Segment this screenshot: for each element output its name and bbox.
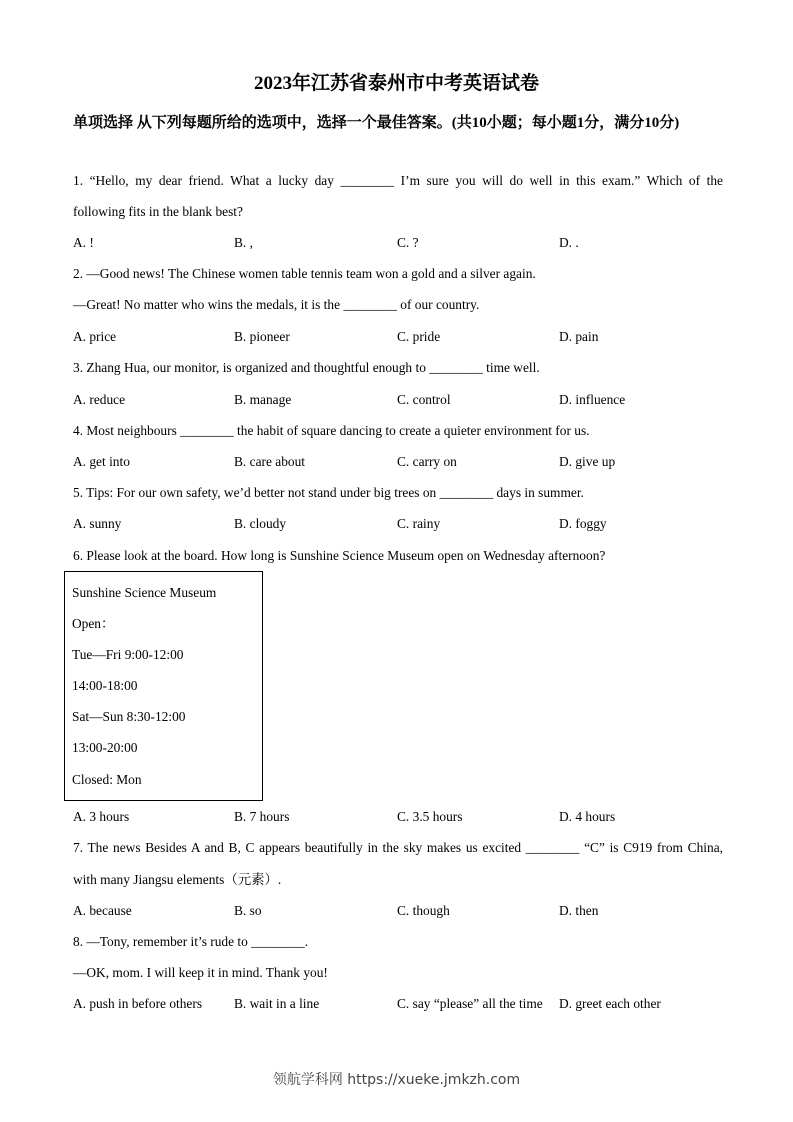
- q5-option-d[interactable]: D. foggy: [559, 516, 607, 531]
- q1-option-c[interactable]: C. ?: [397, 235, 419, 250]
- q6-option-a[interactable]: A. 3 hours: [73, 809, 130, 824]
- q3-option-d[interactable]: D. influence: [559, 392, 626, 407]
- q3-option-a[interactable]: A. reduce: [73, 392, 126, 407]
- q4-option-c[interactable]: C. carry on: [397, 454, 457, 469]
- q5-option-a[interactable]: A. sunny: [73, 516, 122, 531]
- q8-option-c[interactable]: C. say “please” all the time: [397, 996, 543, 1011]
- q1-option-d[interactable]: D. .: [559, 235, 579, 250]
- q2-option-a[interactable]: A. price: [73, 329, 117, 344]
- q2-option-c[interactable]: C. pride: [397, 329, 441, 344]
- q5-option-c[interactable]: C. rainy: [397, 516, 441, 531]
- q7-option-c[interactable]: C. though: [397, 903, 450, 918]
- question-8-line-2: —OK, mom. I will keep it in mind. Thank you!: [73, 965, 328, 980]
- q4-option-d[interactable]: D. give up: [559, 454, 616, 469]
- q4-option-b[interactable]: B. care about: [234, 454, 306, 469]
- q4-option-a[interactable]: A. get into: [73, 454, 130, 469]
- section-header: 单项选择 从下列每题所给的选项中，选择一个最佳答案。(共10小题；每小题1分，满分10分): [73, 115, 680, 131]
- board-line-weekend-afternoon: 13:00-20:00: [72, 740, 138, 755]
- q8-option-a[interactable]: A. push in before others: [73, 996, 203, 1011]
- q3-option-c[interactable]: C. control: [397, 392, 451, 407]
- question-2-line-1: 2. —Good news! The Chinese women table tennis team won a gold and a silver again.: [73, 266, 536, 281]
- q6-option-d[interactable]: D. 4 hours: [559, 809, 616, 824]
- q1-option-b[interactable]: B. ,: [234, 235, 253, 250]
- board-line-weekend-morning: Sat—Sun 8:30-12:00: [72, 709, 186, 724]
- q7-option-a[interactable]: A. because: [73, 903, 132, 918]
- q1-option-a[interactable]: A. !: [73, 235, 94, 250]
- museum-hours-board: [64, 571, 263, 801]
- q2-option-d[interactable]: D. pain: [559, 329, 599, 344]
- question-1-line-1: 1. “Hello, my dear friend. What a lucky day ________ I’m sure you will do well in this exam.” Which of the: [73, 173, 723, 188]
- question-7-line-1: 7. The news Besides A and B, C appears beautifully in the sky makes us excited ________ “C” is C919 from China,: [73, 840, 723, 855]
- question-7-line-2: with many Jiangsu elements（元素）.: [73, 872, 282, 887]
- q3-option-b[interactable]: B. manage: [234, 392, 292, 407]
- question-2-line-2: —Great! No matter who wins the medals, it is the ________ of our country.: [73, 297, 480, 312]
- q7-option-d[interactable]: D. then: [559, 903, 599, 918]
- board-title: Sunshine Science Museum: [72, 585, 217, 600]
- q6-option-b[interactable]: B. 7 hours: [234, 809, 290, 824]
- board-line-weekday-afternoon: 14:00-18:00: [72, 678, 138, 693]
- footer-watermark: 领航学科网 https://xueke.jmkzh.com: [272, 1072, 521, 1088]
- question-8-line-1: 8. —Tony, remember it’s rude to ________.: [73, 934, 309, 949]
- q2-option-b[interactable]: B. pioneer: [234, 329, 290, 344]
- question-6-line-1: 6. Please look at the board. How long is Sunshine Science Museum open on Wednesday afternoon?: [73, 548, 606, 563]
- question-5-line-1: 5. Tips: For our own safety, we’d better not stand under big trees on ________ days in summer.: [73, 485, 584, 500]
- question-3-line-1: 3. Zhang Hua, our monitor, is organized and thoughtful enough to ________ time well.: [73, 360, 540, 375]
- q8-option-b[interactable]: B. wait in a line: [234, 996, 320, 1011]
- q6-option-c[interactable]: C. 3.5 hours: [397, 809, 463, 824]
- q8-option-d[interactable]: D. greet each other: [559, 996, 661, 1011]
- board-line-weekday-morning: Tue—Fri 9:00-12:00: [72, 647, 184, 662]
- question-4-line-1: 4. Most neighbours ________ the habit of square dancing to create a quieter environment for us.: [73, 423, 590, 438]
- q7-option-b[interactable]: B. so: [234, 903, 262, 918]
- board-line-closed: Closed: Mon: [72, 772, 142, 787]
- question-1-line-2: following fits in the blank best?: [73, 204, 243, 219]
- page-title: 2023年江苏省泰州市中考英语试卷: [253, 73, 539, 94]
- board-line-open: Open：: [72, 616, 115, 631]
- q5-option-b[interactable]: B. cloudy: [234, 516, 287, 531]
